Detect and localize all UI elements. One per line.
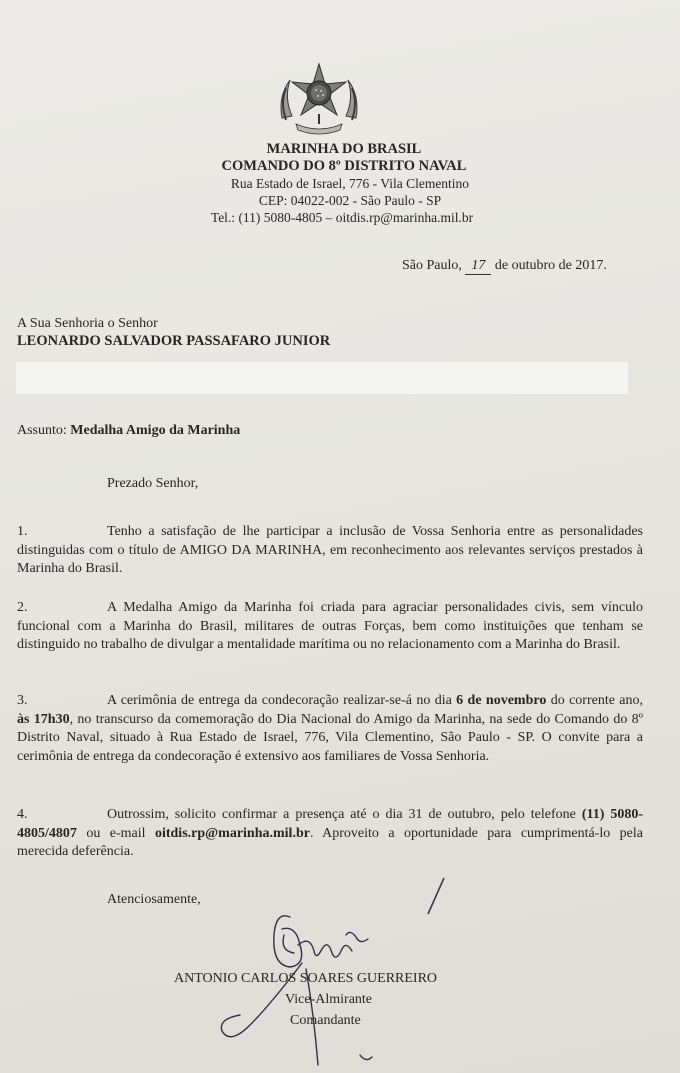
letterhead-contact: Tel.: (11) 5080-4805 – oitdis.rp@marinha.mil.br	[210, 210, 474, 225]
handwritten-signature	[210, 905, 410, 1073]
letter-date	[402, 258, 607, 275]
letterhead-address: Rua Estado de Israel, 776 - Vila Clementino	[230, 176, 470, 191]
closing: Atenciosamente,	[107, 892, 201, 907]
paragraph-1	[17, 523, 643, 579]
paragraph-3-number: 3.	[17, 693, 28, 708]
pen-stroke-mark	[420, 876, 450, 916]
subject-label: Assunto:	[17, 423, 67, 438]
signatory-role: Comandante	[290, 1013, 361, 1028]
paragraph-3	[17, 692, 643, 766]
paragraph-2-number: 2.	[17, 600, 28, 615]
signatory-name: ANTONIO CARLOS SOARES GUERREIRO	[174, 971, 438, 986]
redacted-area	[16, 362, 628, 394]
recipient-salutation: A Sua Senhoria o Senhor	[17, 316, 158, 331]
date-suffix: de outubro de 2017.	[494, 258, 607, 273]
letterhead-organization: MARINHA DO BRASIL	[266, 141, 422, 157]
paragraph-3-time: às 17h30	[17, 711, 70, 727]
paragraph-4-text-3: . Aproveito a oportunidade para cumprimentá-lo pela merecida deferência.	[17, 825, 643, 859]
paragraph-4-email: oitdis.rp@marinha.mil.br	[154, 825, 310, 841]
paragraph-3-text-1: A cerimônia de entrega da condecoração realizar-se-á no dia	[107, 693, 457, 708]
paragraph-1-number: 1.	[17, 524, 28, 539]
paragraph-4	[17, 806, 643, 862]
paragraph-3-text-2: do corrente ano,	[546, 693, 643, 708]
date-day: 17	[465, 258, 491, 275]
coat-of-arms-icon	[274, 58, 364, 142]
signatory-rank: Vice-Almirante	[285, 992, 373, 1007]
paragraph-2-text: A Medalha Amigo da Marinha foi criada para agraciar personalidades civis, sem vínculo funcional com a Marinha do Brasil, militares de outras Forças, bem como instituições que tenham se distinguido no trabalho de divulgar a mentalidade marítima ou no relacionamento com a Marinha do Brasil.	[17, 600, 643, 652]
paragraph-3-text-3: , no transcurso da comemoração do Dia Nacional do Amigo da Marinha, na sede do Comando do 8º Distrito Naval, situado à Rua Estado de Israel, 776, Vila Clementino, São Paulo - SP. O convite para a cerimônia de entrega da condecoração é extensivo aos familiares de Vossa Senhoria.	[17, 711, 644, 764]
greeting: Prezado Senhor,	[107, 476, 199, 491]
letterhead-cep: CEP: 04022-002 - São Paulo - SP	[258, 193, 442, 208]
paragraph-4-phone: (11) 5080-4805/4807	[17, 807, 643, 841]
paragraph-1-text: Tenho a satisfação de lhe participar a inclusão de Vossa Senhoria entre as personalidades distinguidas com o título de AMIGO DA MARINHA, em reconhecimento aos relevantes serviços prestados à Marinha do Brasil.	[17, 524, 643, 576]
date-prefix: São Paulo,	[402, 258, 462, 273]
paragraph-4-text-2: ou e-mail	[76, 825, 155, 841]
paragraph-2	[17, 599, 643, 655]
paragraph-4-number: 4.	[17, 807, 28, 822]
recipient-name: LEONARDO SALVADOR PASSAFARO JUNIOR	[17, 333, 331, 349]
subject-line	[17, 423, 240, 439]
subject-value: Medalha Amigo da Marinha	[70, 423, 241, 438]
paragraph-4-text-1: Outrossim, solicito confirmar a presença até o dia 31 de outubro, pelo telefone	[107, 807, 582, 822]
letterhead-command: COMANDO DO 8º DISTRITO NAVAL	[221, 158, 467, 174]
paragraph-3-date: 6 de novembro	[456, 693, 547, 708]
